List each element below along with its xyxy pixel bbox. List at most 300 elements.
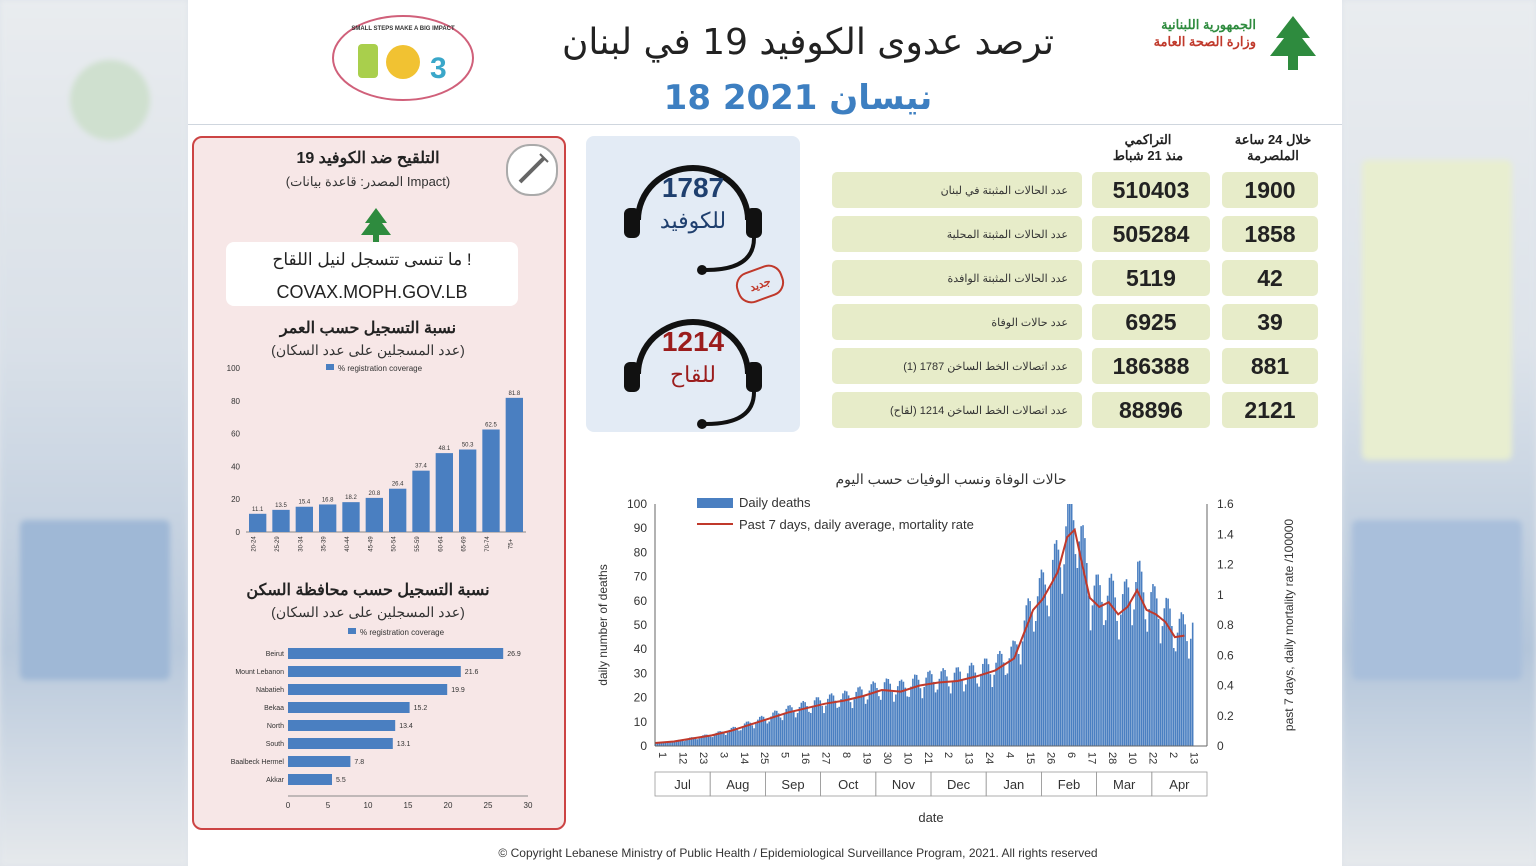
daily-death-bar <box>852 708 854 746</box>
gov-bar <box>288 756 350 767</box>
daily-death-bar <box>836 708 838 746</box>
campaign-logo <box>328 12 478 104</box>
x-day-tick-label: 17 <box>1085 752 1098 765</box>
gov-bar <box>288 774 332 785</box>
y-tick-label: 20 <box>633 690 647 705</box>
daily-death-bar <box>782 720 784 746</box>
x-tick-label: 25 <box>483 801 493 810</box>
header-cumulative-sublabel: منذ 21 شباط <box>1112 148 1184 163</box>
y2-tick-label: 1.6 <box>1217 497 1234 511</box>
x-day-tick-label: 15 <box>1024 752 1036 765</box>
daily-death-bar <box>1143 592 1145 746</box>
month-label: Jul <box>674 777 691 792</box>
y-axis-label: daily number of deaths <box>596 564 610 686</box>
daily-death-bar <box>767 723 769 746</box>
daily-death-bar <box>1005 675 1007 746</box>
daily-death-bar <box>1022 641 1024 746</box>
daily-death-bar <box>727 733 729 746</box>
daily-death-bar <box>993 675 995 746</box>
y2-tick-label: 1.2 <box>1217 557 1234 572</box>
y2-tick-label: 1.4 <box>1217 527 1234 542</box>
daily-death-bar <box>1046 605 1048 746</box>
daily-death-bar <box>1041 570 1043 746</box>
x-day-tick-label: 12 <box>676 752 689 765</box>
daily-death-bar <box>827 699 829 746</box>
daily-death-bar <box>1112 581 1114 746</box>
age-category-label: 60-64 <box>438 536 445 552</box>
daily-death-bar <box>697 739 699 746</box>
stat-row-cumulative: 5119 <box>1092 260 1210 296</box>
stat-row-label: عدد حالات الوفاة <box>832 304 1082 340</box>
deaths-chart <box>593 466 1333 832</box>
daily-death-bar <box>952 682 954 746</box>
x-day-tick-label: 27 <box>819 752 832 765</box>
age-bar <box>249 514 266 532</box>
age-bar <box>296 507 313 532</box>
daily-death-bar <box>1165 598 1167 746</box>
daily-death-bar <box>859 687 861 746</box>
daily-death-bar <box>1177 633 1179 746</box>
daily-death-bar <box>1099 585 1101 746</box>
daily-death-bar <box>1061 594 1063 746</box>
daily-death-bar <box>908 697 910 746</box>
y-tick-label: 40 <box>633 642 647 657</box>
daily-death-bar <box>1065 526 1067 746</box>
x-axis-label: date <box>918 810 944 825</box>
daily-death-bar <box>844 691 846 746</box>
age-bar-value: 16.8 <box>321 497 334 504</box>
daily-death-bar <box>1044 585 1046 746</box>
month-label: Dec <box>947 777 971 792</box>
stat-row-label: عدد الحالات المثبتة الوافدة <box>832 260 1082 296</box>
daily-death-bar <box>1126 579 1128 746</box>
x-tick-label: 20 <box>443 801 453 810</box>
daily-death-bar <box>1181 612 1183 746</box>
daily-death-bar <box>1067 504 1069 746</box>
daily-death-bar <box>1171 626 1173 746</box>
daily-death-bar <box>1078 541 1080 746</box>
background-right <box>1342 0 1536 866</box>
age-bar <box>436 453 453 532</box>
y-tick-label: 20 <box>231 495 240 505</box>
daily-death-bar <box>982 664 984 746</box>
gov-category-label: North <box>266 723 284 730</box>
x-day-tick-label: 10 <box>1126 752 1139 765</box>
daily-death-bar <box>1058 550 1060 746</box>
background-left <box>0 0 188 866</box>
daily-death-bar <box>950 693 952 746</box>
daily-death-bar <box>823 713 825 746</box>
daily-death-bar <box>812 706 814 746</box>
x-day-tick-label: 25 <box>758 752 771 765</box>
daily-death-bar <box>963 691 965 746</box>
month-label: Mar <box>1113 777 1136 792</box>
daily-death-bar <box>1048 616 1050 746</box>
daily-death-bar <box>1128 587 1130 746</box>
cedar-icon <box>1262 12 1324 74</box>
age-bar <box>366 498 383 532</box>
month-label: Apr <box>1169 777 1190 792</box>
daily-death-bar <box>939 679 941 746</box>
month-label: Oct <box>838 777 859 792</box>
gov-category-label: Bekaa <box>264 705 284 712</box>
daily-death-bar <box>784 714 786 746</box>
daily-death-bar <box>988 664 990 746</box>
vaccination-title: التلقيح ضد الكوفيد 19 <box>296 150 440 167</box>
daily-death-bar <box>980 674 982 746</box>
age-bar-value: 18.2 <box>345 495 357 502</box>
syringe-icon <box>506 144 558 196</box>
daily-death-bar <box>1050 585 1052 746</box>
daily-death-bar <box>816 697 818 746</box>
stat-row-label: عدد اتصالات الخط الساخن 1787 (1) <box>832 348 1082 384</box>
daily-death-bar <box>1020 664 1022 746</box>
daily-death-bar <box>850 702 852 746</box>
daily-death-bar <box>821 706 823 746</box>
gov-bar <box>288 702 410 713</box>
daily-death-bar <box>1147 632 1149 746</box>
daily-death-bar <box>1139 561 1141 746</box>
daily-death-bar <box>933 682 935 746</box>
daily-death-bar <box>1114 597 1116 746</box>
age-bar <box>342 502 359 532</box>
daily-death-bar <box>1184 624 1186 746</box>
y-tick-label: 10 <box>633 714 647 729</box>
daily-death-bar <box>1095 575 1097 746</box>
daily-death-bar <box>670 742 672 746</box>
daily-death-bar <box>795 717 797 746</box>
age-bar-value: 20.8 <box>368 490 381 497</box>
age-bar-value: 48.1 <box>438 446 451 453</box>
daily-death-bar <box>755 724 757 746</box>
daily-death-bar <box>791 707 793 746</box>
daily-death-bar <box>740 730 742 746</box>
x-day-tick-label: 10 <box>901 752 914 765</box>
gov-category-label: Mount Lebanon <box>235 669 284 676</box>
daily-death-bar <box>889 684 891 746</box>
age-registration-chart <box>218 360 538 570</box>
y-tick-label: 80 <box>231 396 240 406</box>
y2-axis-label: past 7 days, daily mortality rate /100000 <box>1282 518 1296 732</box>
x-day-tick-label: 8 <box>840 752 852 759</box>
gov-bar-value: 26.9 <box>507 651 521 658</box>
x-day-tick-label: 3 <box>717 752 730 759</box>
gov-category-label: Beirut <box>265 651 284 658</box>
y-tick-label: 50 <box>633 618 647 632</box>
daily-death-bar <box>1035 621 1037 746</box>
daily-death-bar <box>1090 630 1092 746</box>
daily-death-bar <box>1088 596 1090 746</box>
daily-death-bar <box>893 702 895 746</box>
governorate-registration-chart <box>208 624 548 814</box>
y2-tick-label: 0.4 <box>1217 678 1234 693</box>
x-tick-label: 10 <box>363 801 373 810</box>
deaths-chart-title: حالات الوفاة ونسب الوفيات حسب اليوم <box>835 471 1067 487</box>
daily-death-bar <box>946 676 948 746</box>
daily-death-bar <box>974 673 976 746</box>
y-tick-label: 100 <box>226 364 240 373</box>
age-category-label: 35-39 <box>321 536 328 552</box>
daily-death-bar <box>1158 619 1160 746</box>
ministry-line2: وزارة الصحة العامة <box>1153 34 1256 49</box>
daily-death-bar <box>683 741 685 746</box>
daily-death-bar <box>976 683 978 746</box>
age-bar-value: 50.3 <box>461 442 474 449</box>
stat-row-label: عدد اتصالات الخط الساخن 1214 (لقاح) <box>832 392 1082 428</box>
y-tick-label: 0 <box>235 528 240 537</box>
daily-death-bar <box>1069 504 1071 746</box>
daily-death-bar <box>838 707 840 746</box>
daily-death-bar <box>1107 596 1109 746</box>
stat-row-cumulative: 505284 <box>1092 216 1210 252</box>
y2-tick-label: 0.2 <box>1217 708 1234 723</box>
footer-copyright: © Copyright Lebanese Ministry of Public Health / Epidemiological Surveillance Program, 2021. All rights reserved <box>498 846 1098 860</box>
stat-row-daily: 1900 <box>1222 172 1318 208</box>
hotline-label: للقاح <box>669 362 717 387</box>
hotline-label: للكوفيد <box>659 208 727 233</box>
daily-death-bar <box>736 728 738 746</box>
daily-death-bar <box>1063 564 1065 746</box>
age-category-label: 40-44 <box>345 536 351 552</box>
daily-death-bar <box>1182 614 1184 746</box>
daily-death-bar <box>1150 592 1152 746</box>
y-tick-label: 100 <box>626 497 647 511</box>
daily-death-bar <box>695 738 697 746</box>
daily-death-bar <box>937 690 939 746</box>
daily-death-bar <box>806 706 808 746</box>
daily-death-bar <box>922 698 924 746</box>
vaccination-source: (المصدر: قاعدة بيانات Impact) <box>285 174 451 189</box>
ministry-small-logo <box>356 206 396 246</box>
daily-death-bar <box>1007 673 1009 746</box>
daily-death-bar <box>986 659 988 746</box>
stat-row-cumulative: 88896 <box>1092 392 1210 428</box>
gov-category-label: Nabatieh <box>255 687 284 694</box>
daily-death-bar <box>1152 584 1154 746</box>
daily-death-bar <box>1009 658 1011 746</box>
daily-death-bar <box>935 692 937 746</box>
daily-death-bar <box>984 659 986 746</box>
covax-link[interactable]: COVAX.MOPH.GOV.LB <box>276 282 468 302</box>
y-tick-label: 40 <box>231 462 240 472</box>
daily-death-bar <box>714 735 716 746</box>
y2-tick-label: 0.8 <box>1217 618 1234 632</box>
stat-row-label: عدد الحالات المثبتة في لبنان <box>832 172 1082 208</box>
daily-death-bar <box>925 678 927 746</box>
daily-death-bar <box>910 687 912 746</box>
daily-death-bar <box>1073 520 1075 746</box>
legend-swatch <box>326 364 334 370</box>
daily-death-bar <box>778 713 780 746</box>
daily-death-bar <box>738 731 740 746</box>
daily-death-bar <box>1192 623 1194 746</box>
daily-death-bar <box>865 704 867 746</box>
daily-death-bar <box>770 716 772 746</box>
age-category-label: 20-24 <box>251 536 258 552</box>
hotline-number: 1787 <box>661 172 725 203</box>
daily-death-bar <box>853 699 855 746</box>
month-label: Aug <box>726 777 750 792</box>
daily-death-bar <box>1179 619 1181 746</box>
campaign-logo-text: SMALL STEPS MAKE A BIG IMPACT <box>351 26 455 32</box>
ministry-line1: الجمهورية اللبنانية <box>1161 17 1256 32</box>
age-chart-subtitle: (عدد المسجلين على عدد السكان) <box>271 342 465 358</box>
daily-death-bar <box>923 687 925 746</box>
daily-death-bar <box>961 680 963 746</box>
daily-death-bar <box>797 713 799 746</box>
daily-death-bar <box>1148 609 1150 746</box>
daily-death-bar <box>1190 639 1192 746</box>
daily-death-bar <box>1092 605 1094 746</box>
daily-death-bar <box>831 693 833 746</box>
daily-death-bar <box>1077 568 1079 746</box>
gov-chart-title: نسبة التسجيل حسب محافظة السكن <box>246 582 490 599</box>
stat-row-cumulative: 6925 <box>1092 304 1210 340</box>
age-bar <box>412 471 429 532</box>
daily-death-bar <box>1084 538 1086 746</box>
daily-death-bar <box>948 686 950 746</box>
month-label: Feb <box>1057 777 1081 792</box>
daily-death-bar <box>1029 601 1031 746</box>
daily-death-bar <box>918 680 920 746</box>
age-category-label: 30-34 <box>298 536 305 552</box>
daily-death-bar <box>1018 654 1020 746</box>
stat-row-daily: 42 <box>1222 260 1318 296</box>
daily-death-bar <box>825 706 827 746</box>
age-bar-value: 37.4 <box>415 463 427 470</box>
daily-death-bar <box>1186 641 1188 746</box>
month-label: Jan <box>1003 777 1025 792</box>
x-day-tick-label: 4 <box>1003 752 1016 759</box>
header-24h-label: خلال 24 ساعة <box>1234 132 1312 147</box>
y-tick-label: 90 <box>633 521 647 536</box>
month-label: Sep <box>781 777 805 792</box>
age-bar-value: 62.5 <box>485 422 497 429</box>
daily-death-bar <box>1167 599 1169 746</box>
daily-death-bar <box>1164 608 1166 746</box>
x-day-tick-label: 23 <box>696 752 709 765</box>
cedar-small-icon <box>356 206 396 246</box>
legend-line-label: Past 7 days, daily average, mortality rate <box>739 517 974 532</box>
daily-death-bar <box>1111 574 1113 746</box>
daily-death-bar <box>1024 621 1026 746</box>
daily-death-bar <box>685 740 687 746</box>
gov-bar <box>288 648 503 659</box>
age-category-label: 70-74 <box>485 536 491 552</box>
hotline-number: 1214 <box>661 326 725 357</box>
age-bar <box>272 510 289 532</box>
daily-death-bar <box>1003 662 1005 746</box>
y2-tick-label: 0.6 <box>1217 648 1234 663</box>
x-day-tick-label: 14 <box>737 752 750 765</box>
age-bar-value: 13.5 <box>275 502 287 509</box>
gov-bar <box>288 738 393 749</box>
daily-death-bar <box>1116 621 1118 746</box>
daily-death-bar <box>880 700 882 746</box>
daily-death-bar <box>990 674 992 746</box>
daily-death-bar <box>861 689 863 746</box>
daily-death-bar <box>712 737 714 746</box>
x-day-tick-label: 30 <box>880 752 893 765</box>
age-category-label: 50-54 <box>391 536 398 552</box>
daily-death-bar <box>793 712 795 746</box>
y-tick-label: 30 <box>633 666 647 681</box>
gov-category-label: Akkar <box>266 777 284 784</box>
page-date: 18 نيسان 2021 <box>663 78 933 118</box>
age-bar-value: 26.4 <box>391 481 404 488</box>
x-day-tick-label: 13 <box>1187 752 1200 765</box>
daily-death-bar <box>905 688 907 746</box>
daily-death-bar <box>1188 659 1190 746</box>
gov-bar <box>288 684 447 695</box>
age-category-label: 55-59 <box>415 536 421 552</box>
x-day-tick-label: 24 <box>983 752 996 765</box>
daily-death-bar <box>872 681 874 746</box>
x-day-tick-label: 26 <box>1044 752 1057 765</box>
gov-bar-value: 15.2 <box>413 705 428 712</box>
daily-death-bar <box>780 718 782 746</box>
daily-death-bar <box>1135 582 1137 746</box>
gov-bar-value: 7.8 <box>354 759 365 766</box>
x-day-tick-label: 2 <box>1167 752 1180 759</box>
daily-death-bar <box>882 690 884 746</box>
age-bar <box>506 398 523 532</box>
ministry-logo <box>1262 12 1324 74</box>
daily-death-bar <box>895 694 897 746</box>
daily-death-bar <box>698 738 700 746</box>
header-24h <box>1218 132 1328 164</box>
daily-death-bar <box>1094 586 1096 746</box>
daily-death-bar <box>681 741 683 746</box>
daily-death-bar <box>725 735 727 746</box>
daily-death-bar <box>906 696 908 746</box>
daily-death-bar <box>956 668 958 746</box>
legend-bar-swatch <box>697 498 733 508</box>
register-reminder: ما تنسى تتسجل لنيل اللقاح ! <box>272 250 472 269</box>
age-bar <box>319 504 336 532</box>
x-tick-label: 5 <box>325 801 331 810</box>
mortality-rate-line <box>655 530 1184 743</box>
ministry-name <box>1088 16 1256 50</box>
daily-death-bar <box>1071 504 1073 746</box>
daily-death-bar <box>931 674 933 746</box>
gov-bar-value: 19.9 <box>451 687 465 694</box>
header-divider <box>188 124 1342 125</box>
gov-bar <box>288 666 461 677</box>
daily-death-bar <box>995 663 997 746</box>
x-day-tick-label: 22 <box>1146 752 1159 765</box>
y-tick-label: 60 <box>633 593 647 608</box>
daily-death-bar <box>959 672 961 746</box>
daily-death-bar <box>710 737 712 746</box>
legend-label: % registration coverage <box>360 628 445 637</box>
legend-label: % registration coverage <box>338 364 423 373</box>
daily-death-bar <box>1156 598 1158 746</box>
daily-death-bar <box>1173 648 1175 746</box>
daily-death-bar <box>1122 594 1124 746</box>
month-label: Nov <box>891 777 915 792</box>
stat-row-daily: 2121 <box>1222 392 1318 428</box>
daily-death-bar <box>991 687 993 746</box>
gov-bar <box>288 720 395 731</box>
age-bar-value: 15.4 <box>298 499 311 506</box>
x-day-tick-label: 6 <box>1064 752 1077 759</box>
gov-category-label: South <box>265 741 284 748</box>
daily-death-bar <box>855 692 857 746</box>
daily-death-bar <box>1175 651 1177 746</box>
age-bar <box>459 450 476 532</box>
y2-tick-label: 0 <box>1217 739 1224 753</box>
